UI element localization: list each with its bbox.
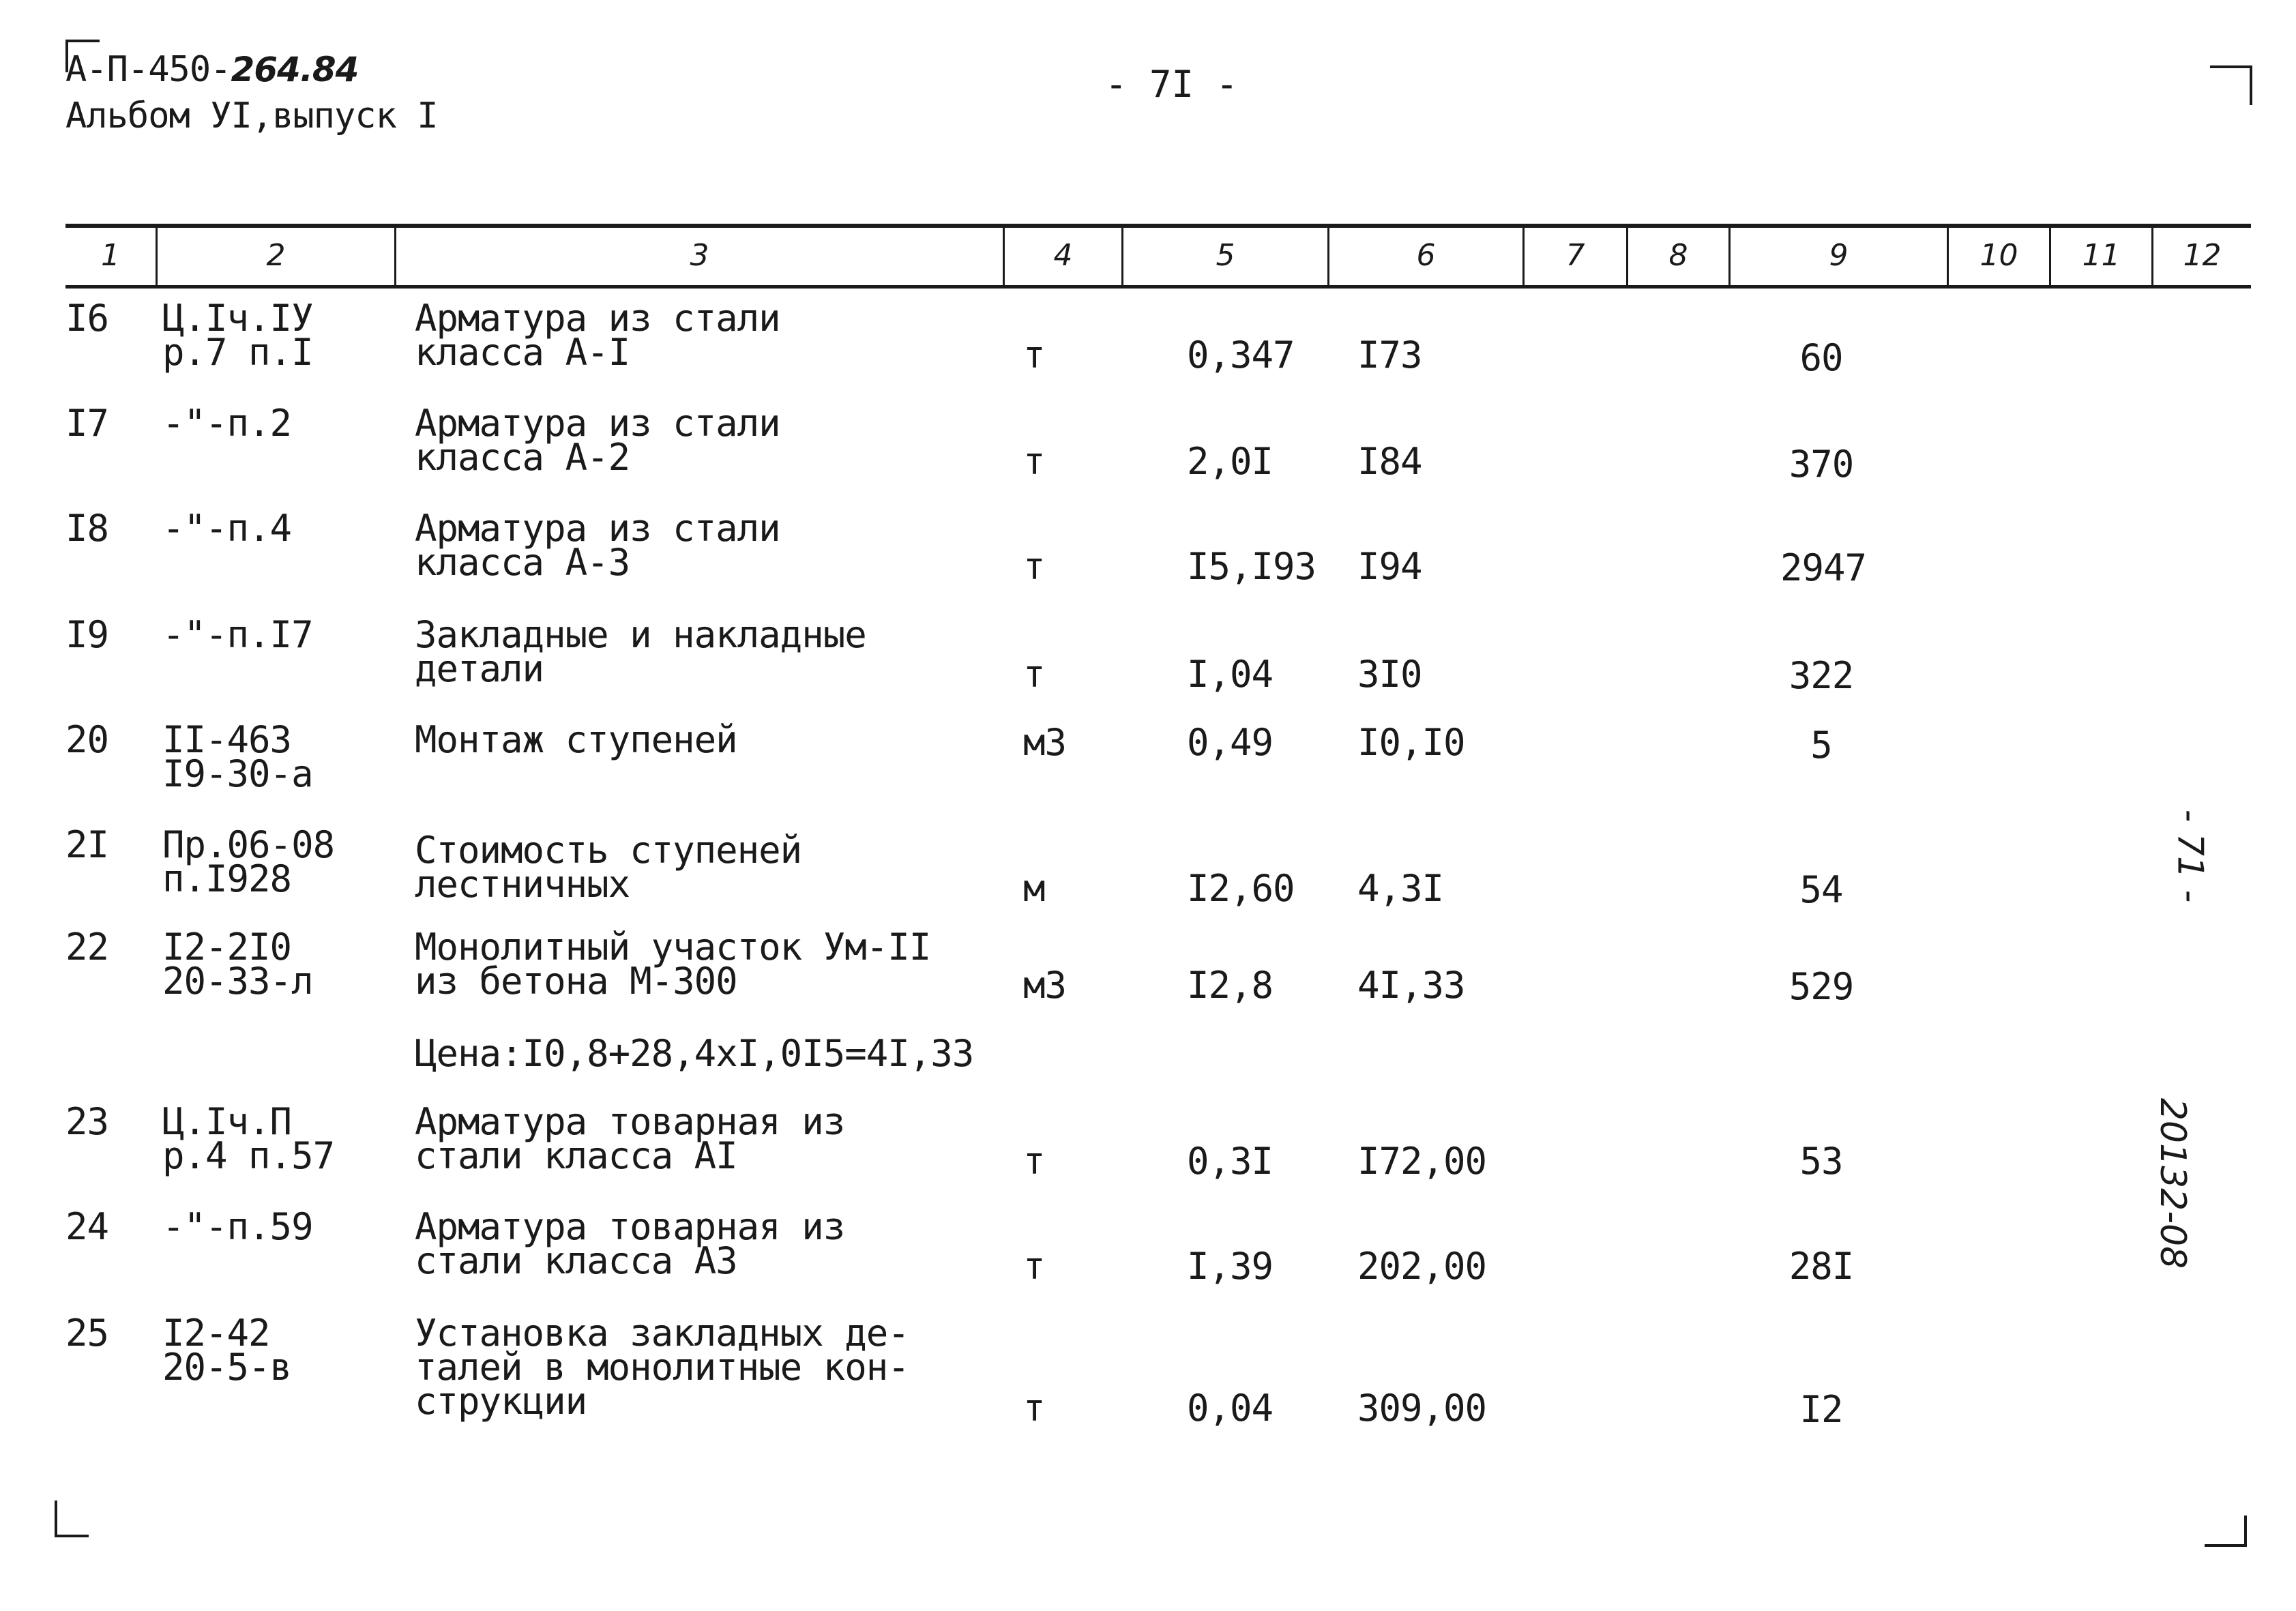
row-price: 309,00: [1357, 1387, 1487, 1430]
corner-mark-bottom-left-h: [55, 1535, 89, 1537]
row-quantity: I5,I93: [1187, 545, 1316, 588]
row-name: Арматура товарная из стали класса АI: [415, 1100, 845, 1177]
price-calculation-note: Цена:I0,8+28,4хI,0I5=4I,33: [415, 1032, 974, 1075]
row-number: I9: [65, 613, 109, 656]
margin-document-reference: 20132-08: [2152, 1097, 2194, 1269]
row-price: 4I,33: [1357, 964, 1465, 1007]
row-number: 2I: [65, 823, 109, 866]
row-unit: т: [1023, 334, 1045, 376]
column-header-6: 6: [1416, 238, 1436, 273]
column-header-4: 4: [1053, 238, 1073, 273]
document-code: [65, 48, 358, 91]
row-unit: м3: [1023, 964, 1067, 1007]
row-code: Ц.Iч.П р.4 п.57: [162, 1100, 335, 1177]
table-header-bottom-rule: [65, 285, 2251, 289]
row-number: 24: [65, 1205, 109, 1248]
row-unit: т: [1023, 440, 1045, 483]
margin-page-reference: - 71 -: [2169, 809, 2211, 903]
column-header-10: 10: [1979, 238, 2018, 273]
row-total: 28I: [1789, 1245, 1854, 1288]
row-number: I8: [65, 507, 109, 550]
row-unit: м: [1023, 867, 1045, 910]
corner-mark-top-right-v: [2250, 65, 2252, 105]
row-price: I94: [1357, 545, 1422, 588]
row-price: I72,00: [1357, 1140, 1487, 1183]
row-name: Стоимость ступеней лестничных: [415, 829, 802, 906]
row-total: 54: [1799, 868, 1843, 911]
row-quantity: 0,04: [1187, 1387, 1274, 1430]
row-number: 25: [65, 1312, 109, 1355]
row-name: Арматура из стали класса А-I: [415, 297, 780, 374]
row-code: -"-п.4: [162, 507, 292, 550]
row-quantity: I,04: [1187, 653, 1274, 696]
row-code: Пр.06-08 п.I928: [162, 823, 335, 900]
row-quantity: I2,8: [1187, 964, 1274, 1007]
row-code: II-463 I9-30-а: [162, 718, 313, 795]
corner-mark-bottom-right-v: [2244, 1516, 2247, 1547]
document-code-typed: А-П-450-: [65, 49, 231, 90]
row-price: I73: [1357, 334, 1422, 376]
column-header-1: 1: [101, 238, 120, 273]
row-unit: т: [1023, 653, 1045, 696]
row-number: I6: [65, 297, 109, 340]
row-quantity: 0,347: [1187, 334, 1295, 376]
row-code: Ц.Iч.IУ р.7 п.I: [162, 297, 313, 374]
corner-mark-top-right: [2210, 65, 2252, 68]
row-number: 20: [65, 718, 109, 761]
row-total: 2947: [1780, 546, 1867, 589]
row-code: -"-п.59: [162, 1205, 313, 1248]
row-unit: т: [1023, 1140, 1045, 1183]
album-label: Альбом УI,выпуск I: [65, 95, 438, 136]
row-name: Монолитный участок Ум-II из бетона М-300: [415, 926, 931, 1003]
row-number: 23: [65, 1100, 109, 1143]
row-number: 22: [65, 926, 109, 969]
row-unit: т: [1023, 545, 1045, 588]
table-header-top-rule: [65, 224, 2251, 228]
row-name: Арматура из стали класса А-2: [415, 402, 780, 479]
row-code: -"-п.I7: [162, 613, 313, 656]
column-header-11: 11: [2082, 238, 2121, 273]
column-header-9: 9: [1829, 238, 1849, 273]
corner-mark-bottom-right: [2205, 1544, 2247, 1547]
row-unit: м3: [1023, 721, 1067, 764]
row-unit: т: [1023, 1245, 1045, 1288]
document-code-handwritten: 264.84: [231, 50, 359, 89]
corner-mark-top-left-h: [65, 40, 100, 42]
page-number: - 7I -: [1105, 63, 1239, 106]
row-name: Монтаж ступеней: [415, 718, 737, 761]
row-total: 60: [1799, 336, 1843, 379]
row-price: 202,00: [1357, 1245, 1487, 1288]
row-quantity: 2,0I: [1187, 440, 1274, 483]
row-code: -"-п.2: [162, 402, 292, 445]
row-quantity: I2,60: [1187, 867, 1295, 910]
row-total: 5: [1810, 724, 1832, 767]
row-total: I2: [1799, 1388, 1843, 1431]
row-quantity: 0,3I: [1187, 1140, 1274, 1183]
row-total: 370: [1789, 443, 1854, 486]
column-header-3: 3: [690, 238, 709, 273]
corner-mark-bottom-left: [55, 1501, 57, 1537]
row-price: 3I0: [1357, 653, 1422, 696]
column-header-7: 7: [1565, 238, 1585, 273]
row-name: Установка закладных де- талей в монолитные кон- струкции: [415, 1312, 909, 1423]
row-code: I2-2I0 20-33-л: [162, 926, 313, 1003]
row-name: Закладные и накладные детали: [415, 613, 866, 690]
row-total: 53: [1799, 1140, 1843, 1183]
row-total: 322: [1789, 654, 1854, 697]
row-quantity: 0,49: [1187, 721, 1274, 764]
row-quantity: I,39: [1187, 1245, 1274, 1288]
row-name: Арматура из стали класса А-3: [415, 507, 780, 584]
column-header-8: 8: [1668, 238, 1688, 273]
column-header-2: 2: [266, 238, 286, 273]
column-header-12: 12: [2183, 238, 2222, 273]
row-name: Арматура товарная из стали класса А3: [415, 1205, 845, 1282]
row-number: I7: [65, 402, 109, 445]
row-unit: т: [1023, 1387, 1045, 1430]
row-price: I0,I0: [1357, 721, 1465, 764]
row-price: I84: [1357, 440, 1422, 483]
row-code: I2-42 20-5-в: [162, 1312, 292, 1389]
column-header-5: 5: [1216, 238, 1235, 273]
row-total: 529: [1789, 965, 1854, 1008]
row-price: 4,3I: [1357, 867, 1444, 910]
